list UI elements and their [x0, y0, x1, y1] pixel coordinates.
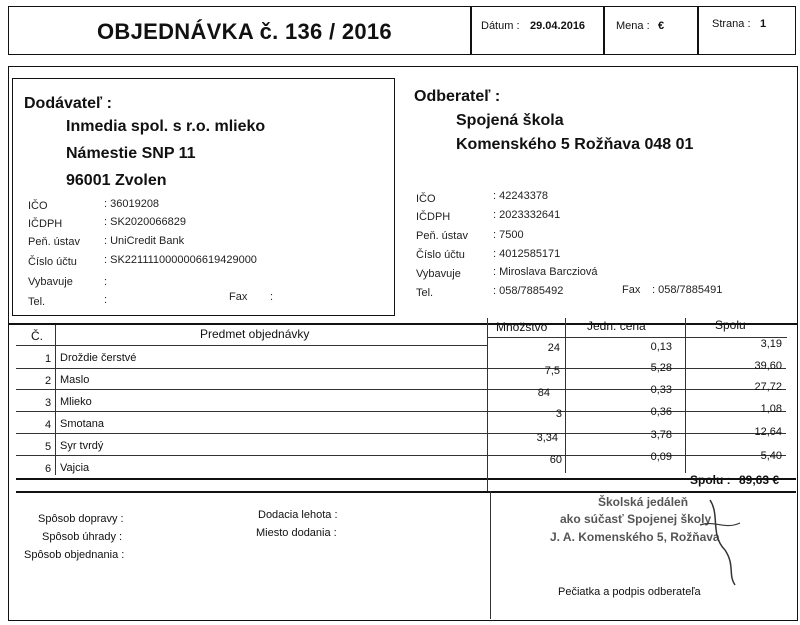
- col-header-total: Spolu: [715, 318, 746, 332]
- total-value: 89,63 €: [739, 473, 780, 487]
- customer-field-value: : 2023332641: [493, 209, 561, 221]
- table-top-line: [8, 323, 798, 325]
- supplier-name: Inmedia spol. s r.o. mlieko: [66, 118, 266, 135]
- signature-label: Pečiatka a podpis odberateľa: [558, 586, 701, 598]
- header-divider: [470, 6, 472, 55]
- page-value: 1: [760, 18, 767, 30]
- row-item: Droždie čerstvé: [60, 352, 137, 364]
- row-qty: 7,5: [544, 365, 560, 377]
- customer-field-value: : 4012585171: [493, 248, 561, 260]
- currency-value: €: [658, 20, 665, 32]
- row-total: 27,72: [754, 381, 782, 393]
- col-header-no: Č.: [31, 329, 43, 343]
- supplier-street: Námestie SNP 11: [66, 145, 196, 162]
- col-header-unit: Jedn. cena: [587, 319, 646, 333]
- row-total: 1,08: [760, 403, 782, 415]
- supplier-fax-value: :: [270, 291, 274, 303]
- supplier-field-label: Číslo účtu: [28, 256, 77, 268]
- supplier-fax-label: Fax: [229, 291, 248, 303]
- row-unit: 0,36: [650, 406, 672, 418]
- customer-field-label: Tel.: [416, 287, 434, 299]
- transport-label: Spôsob dopravy :: [38, 513, 124, 525]
- row-unit: 0,09: [650, 451, 672, 463]
- delivery-place-label: Miesto dodania :: [256, 527, 337, 539]
- row-qty: 60: [549, 454, 562, 466]
- row-unit: 5,28: [650, 362, 672, 374]
- row-unit: 3,78: [650, 429, 672, 441]
- delivery-term-label: Dodacia lehota :: [258, 509, 338, 521]
- total-bottom-line: [16, 491, 796, 493]
- row-total: 39,60: [754, 360, 782, 372]
- row-number: 1: [45, 353, 52, 365]
- customer-field-label: Číslo účtu: [416, 249, 465, 261]
- payment-label: Spôsob úhrady :: [42, 531, 123, 543]
- row-total: 5,40: [760, 450, 782, 462]
- customer-field-value: : 42243378: [493, 190, 549, 202]
- stamp-line: Školská jedáleň: [598, 495, 689, 509]
- supplier-field-value: : SK2211110000006619429000: [104, 254, 257, 266]
- row-qty: 3,34: [536, 432, 558, 444]
- customer-field-value: : 058/7885492: [493, 285, 564, 297]
- supplier-field-label: IČO: [28, 200, 48, 212]
- customer-heading: Odberateľ :: [414, 88, 501, 105]
- row-qty: 24: [547, 342, 560, 354]
- row-item: Mlieko: [60, 396, 92, 408]
- total-line: [16, 478, 796, 480]
- document-title: OBJEDNÁVKA č. 136 / 2016: [97, 19, 392, 44]
- header-divider: [697, 6, 699, 55]
- row-qty: 84: [537, 387, 550, 399]
- col-separator: [685, 318, 686, 473]
- row-item: Maslo: [60, 374, 90, 386]
- customer-field-label: IČDPH: [416, 211, 451, 223]
- row-unit: 0,33: [650, 384, 672, 396]
- total-label: Spolu :: [690, 473, 731, 487]
- date-value: 29.04.2016: [530, 20, 586, 32]
- date-label: Dátum :: [481, 20, 520, 32]
- row-number: 2: [45, 375, 52, 387]
- stamp-line: J. A. Komenského 5, Rožňava: [550, 530, 720, 544]
- col-header-item: Predmet objednávky: [200, 327, 310, 341]
- supplier-field-label: Vybavuje: [28, 276, 73, 288]
- table-header-line: [16, 345, 488, 346]
- supplier-field-label: IČDPH: [28, 218, 63, 230]
- supplier-field-label: Tel.: [28, 296, 46, 308]
- supplier-field-value: : SK2020066829: [104, 216, 186, 228]
- customer-fax-value: : 058/7885491: [652, 284, 723, 296]
- row-unit: 0,13: [650, 341, 672, 353]
- customer-field-label: IČO: [416, 193, 436, 205]
- col-separator: [55, 325, 56, 475]
- page-label: Strana :: [712, 18, 751, 30]
- customer-fax-label: Fax: [622, 284, 641, 296]
- customer-field-label: Vybavuje: [416, 268, 461, 280]
- row-item: Vajcia: [60, 462, 90, 474]
- customer-field-value: : Miroslava Barcziová: [493, 266, 598, 278]
- supplier-field-value: : UniCredit Bank: [104, 235, 185, 247]
- row-number: 3: [45, 397, 52, 409]
- currency-label: Mena :: [616, 20, 650, 32]
- row-number: 6: [45, 463, 52, 475]
- col-header-qty: Množstvo: [496, 320, 548, 334]
- col-separator: [565, 318, 566, 473]
- total-separator: [487, 470, 488, 492]
- row-number: 5: [45, 441, 52, 453]
- customer-field-value: : 7500: [493, 229, 524, 241]
- customer-field-label: Peň. ústav: [416, 230, 468, 242]
- stamp-line: ako súčasť Spojenej školy: [560, 512, 712, 526]
- supplier-field-value: :: [104, 294, 108, 306]
- row-qty: 3: [555, 408, 562, 420]
- row-item: Syr tvrdý: [60, 440, 104, 452]
- supplier-field-value: :: [104, 276, 108, 288]
- row-total: 12,64: [754, 426, 782, 438]
- customer-address: Komenského 5 Rožňava 048 01: [456, 136, 694, 153]
- row-number: 4: [45, 419, 52, 431]
- col-separator: [487, 318, 488, 473]
- row-item: Smotana: [60, 418, 105, 430]
- supplier-field-label: Peň. ústav: [28, 236, 80, 248]
- footer-separator: [490, 491, 491, 619]
- customer-name: Spojená škola: [456, 112, 564, 129]
- ordering-label: Spôsob objednania :: [24, 549, 125, 561]
- signature-mark: [680, 495, 760, 590]
- row-total: 3,19: [760, 338, 782, 350]
- supplier-city: 96001 Zvolen: [66, 172, 167, 189]
- supplier-field-value: : 36019208: [104, 198, 160, 210]
- header-divider: [603, 6, 605, 55]
- supplier-heading: Dodávateľ :: [24, 95, 112, 112]
